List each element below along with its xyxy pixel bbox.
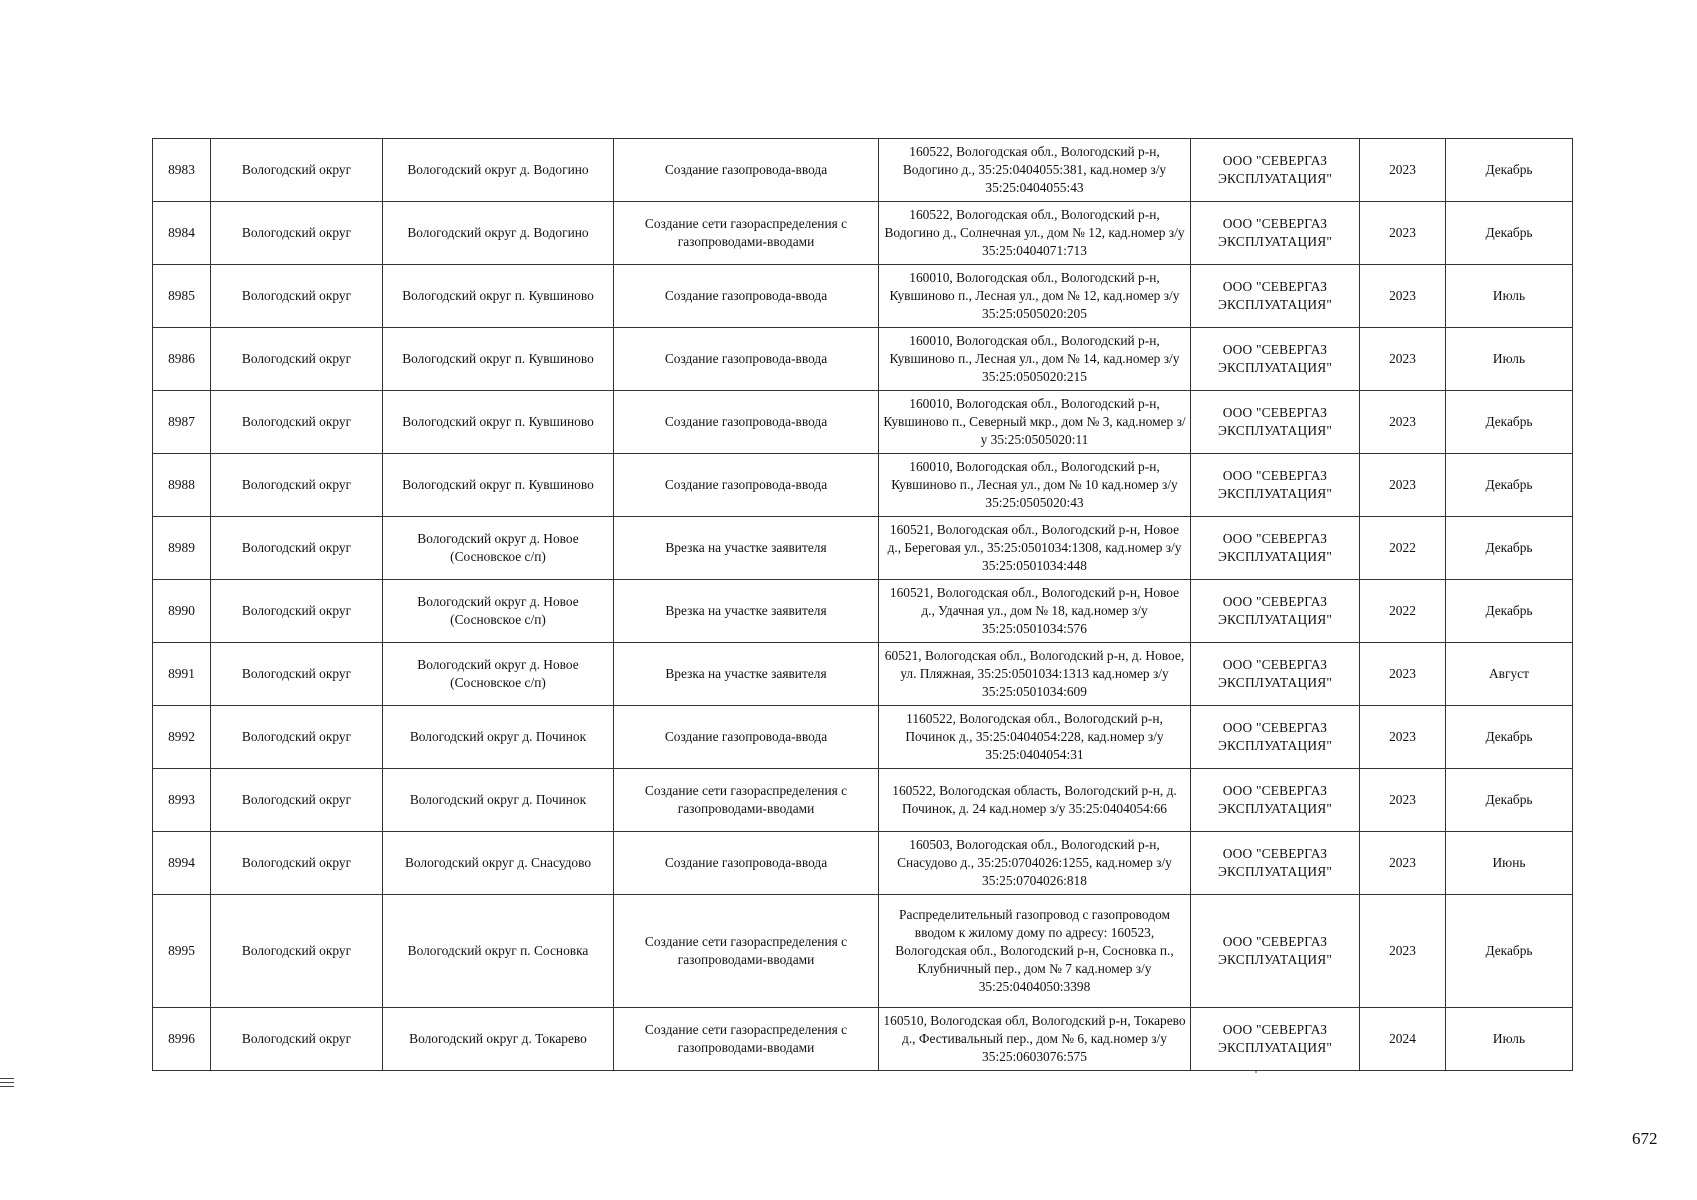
work-type-cell: Создание сети газораспределения с газопроводами-вводами — [614, 202, 879, 265]
row-number: 8992 — [153, 706, 211, 769]
month-cell: Декабрь — [1446, 895, 1573, 1008]
table-row — [153, 769, 1573, 832]
row-number: 8988 — [153, 454, 211, 517]
work-type-cell: Создание сети газораспределения с газопроводами-вводами — [614, 895, 879, 1008]
organization-cell: ООО "СЕВЕРГАЗ ЭКСПЛУАТАЦИЯ" — [1191, 454, 1360, 517]
district-cell: Вологодский округ — [211, 265, 383, 328]
scan-artifact — [0, 1078, 14, 1090]
row-number: 8985 — [153, 265, 211, 328]
address-cell: 60521, Вологодская обл., Вологодский р-н, д. Новое, ул. Пляжная, 35:25:0501034:1313 кад.номер з/у 35:25:0501034:609 — [879, 643, 1191, 706]
row-number: 8994 — [153, 832, 211, 895]
month-cell: Декабрь — [1446, 706, 1573, 769]
year-cell: 2022 — [1360, 580, 1446, 643]
locality-cell: Вологодский округ п. Сосновка — [383, 895, 614, 1008]
organization-cell: ООО "СЕВЕРГАЗ ЭКСПЛУАТАЦИЯ" — [1191, 139, 1360, 202]
year-cell: 2023 — [1360, 832, 1446, 895]
work-type-cell: Создание сети газораспределения с газопроводами-вводами — [614, 1008, 879, 1071]
work-type-cell: Создание сети газораспределения с газопроводами-вводами — [614, 769, 879, 832]
month-cell: Август — [1446, 643, 1573, 706]
organization-cell: ООО "СЕВЕРГАЗ ЭКСПЛУАТАЦИЯ" — [1191, 202, 1360, 265]
address-cell: Распределительный газопровод с газопроводом вводом к жилому дому по адресу: 160523, Вологодская обл., Вологодский р-н, Сосновка п., Клубничный пер., дом № 7 кад.номер з/у 35:25:0404050:3398 — [879, 895, 1191, 1008]
organization-cell: ООО "СЕВЕРГАЗ ЭКСПЛУАТАЦИЯ" — [1191, 643, 1360, 706]
month-cell: Декабрь — [1446, 517, 1573, 580]
address-cell: 160510, Вологодская обл, Вологодский р-н, Токарево д., Фестивальный пер., дом № 6, кад.номер з/у 35:25:0603076:575 — [879, 1008, 1191, 1071]
organization-cell: ООО "СЕВЕРГАЗ ЭКСПЛУАТАЦИЯ" — [1191, 895, 1360, 1008]
district-cell: Вологодский округ — [211, 706, 383, 769]
table-row — [153, 706, 1573, 769]
work-type-cell: Врезка на участке заявителя — [614, 580, 879, 643]
year-cell: 2023 — [1360, 391, 1446, 454]
district-cell: Вологодский округ — [211, 202, 383, 265]
address-cell: 160010, Вологодская обл., Вологодский р-н, Кувшиново п., Лесная ул., дом № 14, кад.номер з/у 35:25:0505020:215 — [879, 328, 1191, 391]
locality-cell: Вологодский округ д. Починок — [383, 706, 614, 769]
work-type-cell: Врезка на участке заявителя — [614, 643, 879, 706]
work-type-cell: Создание газопровода-ввода — [614, 706, 879, 769]
month-cell: Декабрь — [1446, 202, 1573, 265]
address-cell: 160521, Вологодская обл., Вологодский р-н, Новое д., Береговая ул., 35:25:0501034:1308, кад.номер з/у 35:25:0501034:448 — [879, 517, 1191, 580]
locality-cell: Вологодский округ д. Водогино — [383, 202, 614, 265]
table-row — [153, 265, 1573, 328]
table-row — [153, 643, 1573, 706]
locality-cell: Вологодский округ д. Снасудово — [383, 832, 614, 895]
year-cell: 2023 — [1360, 454, 1446, 517]
year-cell: 2023 — [1360, 895, 1446, 1008]
year-cell: 2023 — [1360, 265, 1446, 328]
page-number: 672 — [1632, 1129, 1658, 1148]
work-type-cell: Создание газопровода-ввода — [614, 139, 879, 202]
locality-cell: Вологодский округ д. Починок — [383, 769, 614, 832]
table-row — [153, 1008, 1573, 1071]
row-number: 8995 — [153, 895, 211, 1008]
locality-cell: Вологодский округ д. Токарево — [383, 1008, 614, 1071]
district-cell: Вологодский округ — [211, 454, 383, 517]
table-row — [153, 580, 1573, 643]
table-body — [153, 139, 1573, 1071]
register-sheet — [152, 138, 1572, 1071]
work-type-cell: Создание газопровода-ввода — [614, 265, 879, 328]
address-cell: 160522, Вологодская обл., Вологодский р-н, Водогино д., Солнечная ул., дом № 12, кад.номер з/у 35:25:0404071:713 — [879, 202, 1191, 265]
table-row — [153, 139, 1573, 202]
row-number: 8993 — [153, 769, 211, 832]
address-cell: 160010, Вологодская обл., Вологодский р-н, Кувшиново п., Лесная ул., дом № 12, кад.номер з/у 35:25:0505020:205 — [879, 265, 1191, 328]
address-cell: 160010, Вологодская обл., Вологодский р-н, Кувшиново п., Северный мкр., дом № 3, кад.номер з/у 35:25:0505020:11 — [879, 391, 1191, 454]
year-cell: 2023 — [1360, 328, 1446, 391]
district-cell: Вологодский округ — [211, 643, 383, 706]
year-cell: 2023 — [1360, 139, 1446, 202]
district-cell: Вологодский округ — [211, 328, 383, 391]
organization-cell: ООО "СЕВЕРГАЗ ЭКСПЛУАТАЦИЯ" — [1191, 1008, 1360, 1071]
organization-cell: ООО "СЕВЕРГАЗ ЭКСПЛУАТАЦИЯ" — [1191, 769, 1360, 832]
table-row — [153, 454, 1573, 517]
gasification-table — [152, 138, 1573, 1071]
work-type-cell: Создание газопровода-ввода — [614, 328, 879, 391]
district-cell: Вологодский округ — [211, 832, 383, 895]
address-cell: 160521, Вологодская обл., Вологодский р-н, Новое д., Удачная ул., дом № 18, кад.номер з/у 35:25:0501034:576 — [879, 580, 1191, 643]
locality-cell: Вологодский округ д. Новое (Сосновское с/п) — [383, 643, 614, 706]
locality-cell: Вологодский округ д. Водогино — [383, 139, 614, 202]
locality-cell: Вологодский округ п. Кувшиново — [383, 265, 614, 328]
district-cell: Вологодский округ — [211, 517, 383, 580]
address-cell: 160522, Вологодская область, Вологодский р-н, д. Починок, д. 24 кад.номер з/у 35:25:0404054:66 — [879, 769, 1191, 832]
year-cell: 2024 — [1360, 1008, 1446, 1071]
work-type-cell: Врезка на участке заявителя — [614, 517, 879, 580]
organization-cell: ООО "СЕВЕРГАЗ ЭКСПЛУАТАЦИЯ" — [1191, 328, 1360, 391]
month-cell: Июль — [1446, 265, 1573, 328]
locality-cell: Вологодский округ п. Кувшиново — [383, 391, 614, 454]
locality-cell: Вологодский округ д. Новое (Сосновское с/п) — [383, 517, 614, 580]
district-cell: Вологодский округ — [211, 1008, 383, 1071]
row-number: 8989 — [153, 517, 211, 580]
year-cell: 2023 — [1360, 202, 1446, 265]
work-type-cell: Создание газопровода-ввода — [614, 454, 879, 517]
month-cell: Декабрь — [1446, 391, 1573, 454]
address-cell: 1160522, Вологодская обл., Вологодский р-н, Починок д., 35:25:0404054:228, кад.номер з/у 35:25:0404054:31 — [879, 706, 1191, 769]
row-number: 8984 — [153, 202, 211, 265]
row-number: 8983 — [153, 139, 211, 202]
district-cell: Вологодский округ — [211, 391, 383, 454]
year-cell: 2022 — [1360, 517, 1446, 580]
table-row — [153, 517, 1573, 580]
month-cell: Июль — [1446, 328, 1573, 391]
locality-cell: Вологодский округ д. Новое (Сосновское с/п) — [383, 580, 614, 643]
row-number: 8991 — [153, 643, 211, 706]
month-cell: Декабрь — [1446, 580, 1573, 643]
address-cell: 160010, Вологодская обл., Вологодский р-н, Кувшиново п., Лесная ул., дом № 10 кад.номер з/у 35:25:0505020:43 — [879, 454, 1191, 517]
row-number: 8987 — [153, 391, 211, 454]
locality-cell: Вологодский округ п. Кувшиново — [383, 454, 614, 517]
month-cell: Июнь — [1446, 832, 1573, 895]
organization-cell: ООО "СЕВЕРГАЗ ЭКСПЛУАТАЦИЯ" — [1191, 265, 1360, 328]
table-row — [153, 391, 1573, 454]
locality-cell: Вологодский округ п. Кувшиново — [383, 328, 614, 391]
district-cell: Вологодский округ — [211, 769, 383, 832]
address-cell: 160522, Вологодская обл., Вологодский р-н, Водогино д., 35:25:0404055:381, кад.номер з/у 35:25:0404055:43 — [879, 139, 1191, 202]
year-cell: 2023 — [1360, 643, 1446, 706]
month-cell: Декабрь — [1446, 454, 1573, 517]
scan-dot — [1255, 1071, 1257, 1073]
year-cell: 2023 — [1360, 769, 1446, 832]
work-type-cell: Создание газопровода-ввода — [614, 391, 879, 454]
table-row — [153, 832, 1573, 895]
district-cell: Вологодский округ — [211, 580, 383, 643]
organization-cell: ООО "СЕВЕРГАЗ ЭКСПЛУАТАЦИЯ" — [1191, 706, 1360, 769]
month-cell: Декабрь — [1446, 139, 1573, 202]
month-cell: Декабрь — [1446, 769, 1573, 832]
year-cell: 2023 — [1360, 706, 1446, 769]
table-row — [153, 328, 1573, 391]
month-cell: Июль — [1446, 1008, 1573, 1071]
organization-cell: ООО "СЕВЕРГАЗ ЭКСПЛУАТАЦИЯ" — [1191, 580, 1360, 643]
organization-cell: ООО "СЕВЕРГАЗ ЭКСПЛУАТАЦИЯ" — [1191, 517, 1360, 580]
organization-cell: ООО "СЕВЕРГАЗ ЭКСПЛУАТАЦИЯ" — [1191, 391, 1360, 454]
organization-cell: ООО "СЕВЕРГАЗ ЭКСПЛУАТАЦИЯ" — [1191, 832, 1360, 895]
row-number: 8996 — [153, 1008, 211, 1071]
address-cell: 160503, Вологодская обл., Вологодский р-н, Снасудово д., 35:25:0704026:1255, кад.номер з/у 35:25:0704026:818 — [879, 832, 1191, 895]
row-number: 8986 — [153, 328, 211, 391]
table-row — [153, 202, 1573, 265]
district-cell: Вологодский округ — [211, 139, 383, 202]
row-number: 8990 — [153, 580, 211, 643]
work-type-cell: Создание газопровода-ввода — [614, 832, 879, 895]
district-cell: Вологодский округ — [211, 895, 383, 1008]
table-row — [153, 895, 1573, 1008]
